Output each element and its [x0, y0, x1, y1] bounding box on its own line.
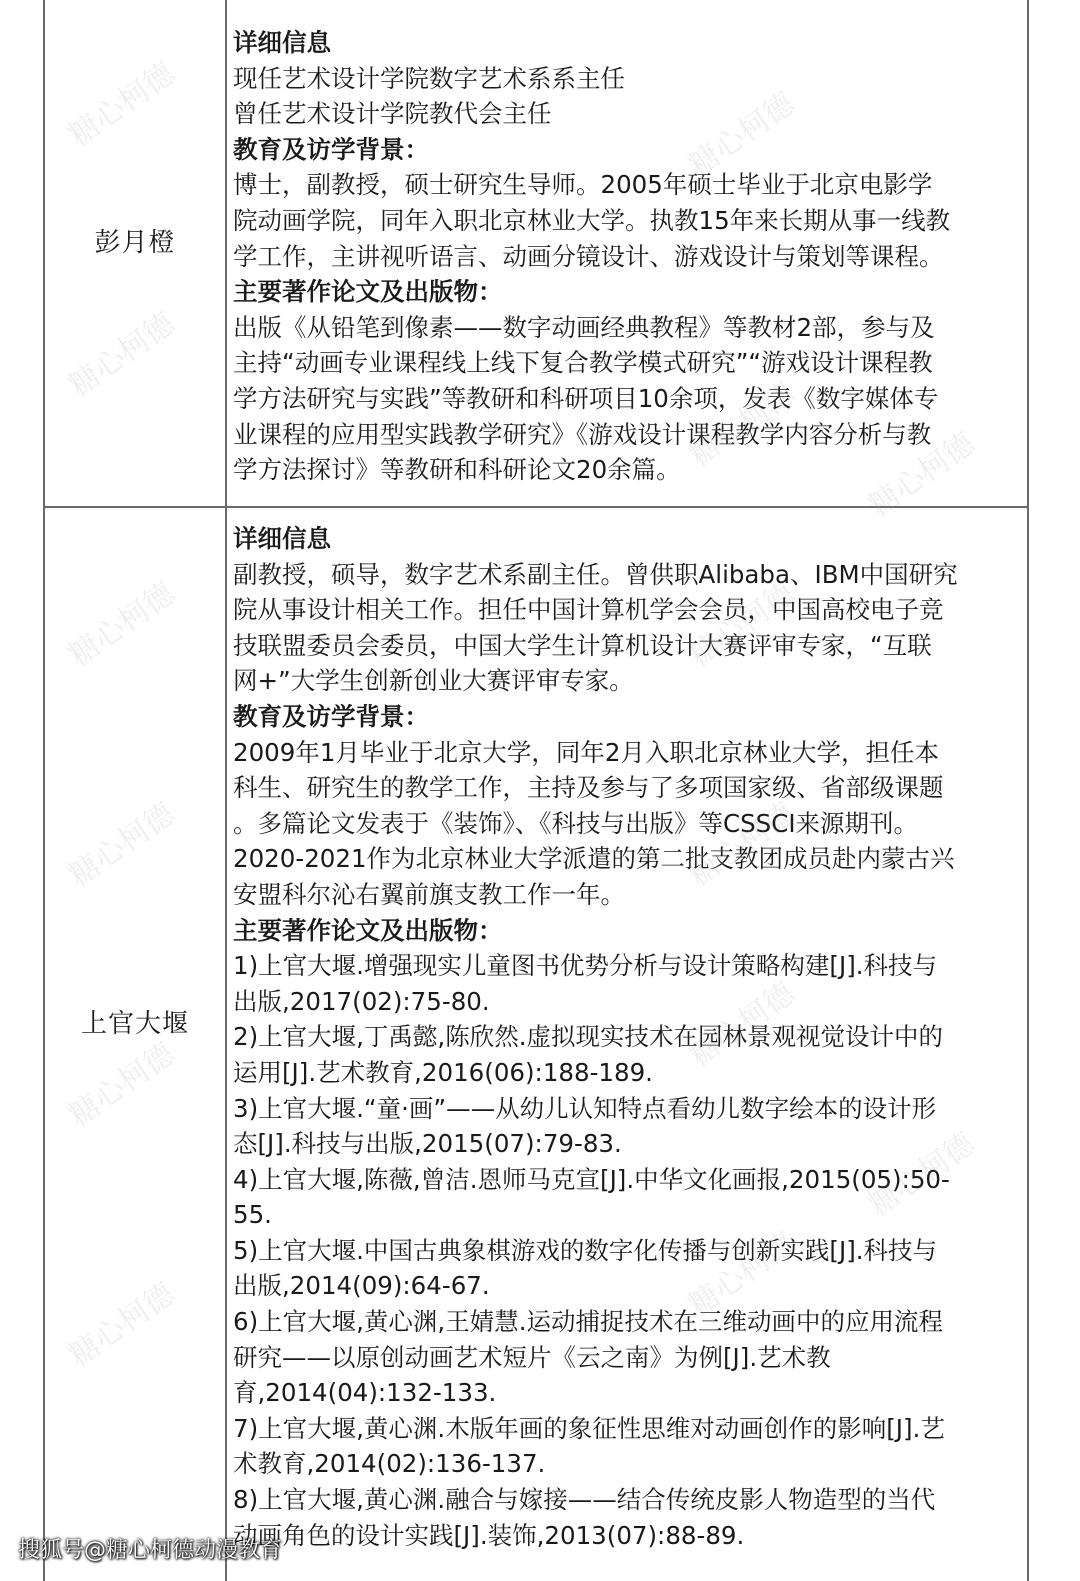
text-line: 学工作，主讲视听语言、动画分镜设计、游戏设计与策划等课程。 [233, 241, 944, 271]
detail-cell [233, 25, 1028, 488]
text-line: 学方法探讨》等教研和科研论文20余篇。 [233, 455, 681, 485]
text-line: 现任艺术设计学院数字艺术系系主任 [233, 63, 625, 93]
text-line: 8)上官大堰,黄心渊.融合与嫁接——结合传统皮影人物造型的当代 [233, 1485, 936, 1515]
watermark-text: 糖心柯德 [682, 86, 802, 184]
text-line: 技联盟委员会委员，中国大学生计算机设计大赛评审专家，“互联 [233, 630, 932, 660]
watermark-text: 糖心柯德 [62, 576, 182, 674]
text-line: 态[J].科技与出版,2015(07):79-83. [233, 1129, 622, 1159]
text-line: 院从事设计相关工作。担任中国计算机学会会员，中国高校电子竞 [233, 595, 944, 625]
text-line: 出版《从铅笔到像素——数字动画经典教程》等教材2部，参与及 [233, 312, 935, 342]
watermark-text: 糖心柯德 [682, 376, 802, 474]
section-heading: 教育及访学背景： [233, 134, 429, 164]
text-line: 1)上官大堰.增强现实儿童图书优势分析与设计策略构建[J].科技与 [233, 951, 938, 981]
row-divider [43, 506, 1029, 508]
text-line: 科生、研究生的教学工作，主持及参与了多项国家级、省部级课题 [233, 773, 944, 803]
watermark-text: 糖心柯德 [62, 56, 182, 154]
text-line: 副教授，硕导，数字艺术系副主任。曾供职Alibaba、IBM中国研究 [233, 559, 958, 589]
detail-cell [233, 521, 1028, 1553]
watermark-text: 糖心柯德 [682, 1226, 802, 1324]
name-cell: 上官大堰 [80, 1009, 189, 1039]
name-cell: 彭月橙 [94, 228, 176, 258]
text-line: 业课程的应用型实践教学研究》《游戏设计课程教学内容分析与教 [233, 419, 932, 449]
column-divider [225, 0, 227, 1581]
text-line: 4)上官大堰,陈薇,曾洁.恩师马克宣[J].中华文化画报,2015(05):50- [233, 1164, 950, 1194]
section-heading: 教育及访学背景： [233, 701, 429, 731]
section-heading: 详细信息 [233, 28, 331, 57]
watermark-text: 糖心柯德 [682, 796, 802, 894]
text-line: 安盟科尔沁右翼前旗支教工作一年。 [233, 879, 625, 909]
text-line: 学方法研究与实践”等教研和科研项目10余项，发表《数字媒体专 [233, 383, 939, 413]
text-line: 曾任艺术设计学院教代会主任 [233, 99, 552, 129]
text-line: 7)上官大堰,黄心渊.木版年画的象征性思维对动画创作的影响[J].艺 [233, 1413, 945, 1443]
text-line: 2020-2021作为北京林业大学派遣的第二批支教团成员赴内蒙古兴 [233, 844, 955, 874]
text-line: 网+”大学生创新创业大赛评审专家。 [233, 666, 634, 696]
text-line: 育,2014(04):132-133. [233, 1378, 497, 1408]
text-line: 3)上官大堰.“童·画”——从幼儿认知特点看幼儿数字绘本的设计形 [233, 1093, 937, 1123]
text-line: 动画角色的设计实践[J].装饰,2013(07):88-89. [233, 1520, 745, 1550]
text-line: 5)上官大堰.中国古典象棋游戏的数字化传播与创新实践[J].科技与 [233, 1235, 938, 1265]
text-line: 2009年1月毕业于北京大学，同年2月入职北京林业大学，担任本 [233, 737, 940, 767]
source-footer: 搜狐号@糖心柯德动漫教育 [18, 1538, 283, 1563]
text-line: 运用[J].艺术教育,2016(06):188-189. [233, 1057, 653, 1087]
text-line: 。多篇论文发表于《装饰》、《科技与出版》等CSSCI来源期刊。 [233, 808, 919, 838]
section-heading: 主要著作论文及出版物： [233, 277, 503, 307]
text-line: 院动画学院，同年入职北京林业大学。执教15年来长期从事一线教 [233, 205, 951, 235]
text-line: 6)上官大堰,黄心渊,王婧慧.运动捕捉技术在三维动画中的应用流程 [233, 1307, 944, 1337]
text-line: 出版,2014(09):64-67. [233, 1271, 490, 1301]
watermark-text: 糖心柯德 [682, 976, 802, 1074]
watermark-text: 糖心柯德 [62, 306, 182, 404]
text-line: 研究——以原创动画艺术短片《云之南》为例[J].艺术教 [233, 1342, 831, 1372]
text-line: 出版,2017(02):75-80. [233, 986, 490, 1016]
text-line: 55. [233, 1200, 272, 1230]
text-line: 2)上官大堰,丁禹懿,陈欣然.虚拟现实技术在园林景观视觉设计中的 [233, 1022, 944, 1052]
text-line: 博士，副教授，硕士研究生导师。2005年硕士毕业于北京电影学 [233, 170, 933, 200]
section-heading: 主要著作论文及出版物： [233, 915, 503, 945]
text-line: 主持“动画专业课程线上线下复合教学模式研究”“游戏设计课程教 [233, 348, 933, 378]
watermark-text: 糖心柯德 [682, 576, 802, 674]
watermark-text: 糖心柯德 [62, 796, 182, 894]
watermark-text: 糖心柯德 [62, 1036, 182, 1134]
watermark-text: 糖心柯德 [62, 1276, 182, 1374]
watermark-text: 糖心柯德 [862, 1126, 982, 1224]
section-heading: 详细信息 [233, 524, 331, 553]
text-line: 术教育,2014(02):136-137. [233, 1449, 546, 1479]
watermark-text: 糖心柯德 [862, 426, 982, 524]
